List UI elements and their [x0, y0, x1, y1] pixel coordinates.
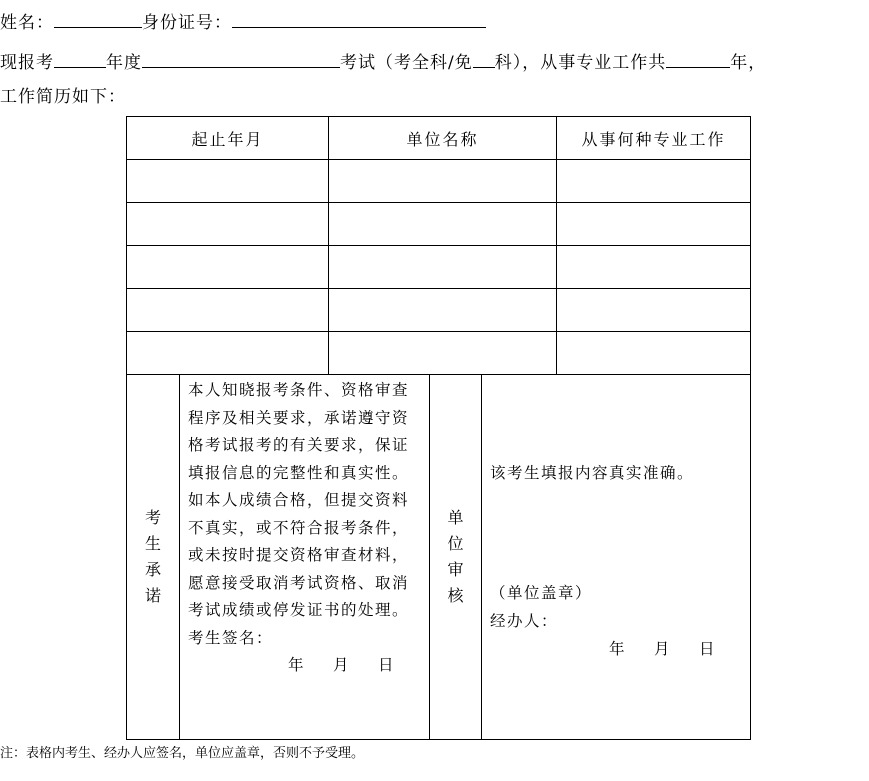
work-type-cell[interactable] — [557, 246, 751, 289]
column-header-work-type: 从事何种专业工作 — [557, 117, 751, 160]
period-cell[interactable] — [127, 160, 329, 203]
promise-text: 本人知晓报考条件、资格审查程序及相关要求，承诺遵守资格考试报考的有关要求，保证填报信息的完整性和真实性。如本人成绩合格，但提交资料不真实，或不符合报考条件，或未按时提交资格审查材料，愿意接受取消考试资格、取消考试成绩或停发证书的处理。 — [188, 381, 410, 619]
table-row — [127, 289, 751, 332]
date-day-label: 日 — [698, 640, 716, 658]
period-cell[interactable] — [127, 289, 329, 332]
unit-review-label: 单位审核 — [447, 508, 464, 605]
unit-review-cell — [482, 375, 751, 740]
exam-prefix-label: 现报考 — [0, 53, 54, 73]
employer-cell[interactable] — [329, 246, 557, 289]
candidate-promise-label-cell — [127, 375, 180, 740]
footnote: 注：表格内考生、经办人应签名，单位应盖章，否则不予受理。 — [0, 746, 365, 761]
id-label: 身份证号： — [142, 13, 232, 33]
review-statement: 该考生填报内容真实准确。 — [490, 464, 695, 482]
work-years-field[interactable] — [666, 49, 730, 68]
candidate-sign-date — [188, 652, 421, 680]
work-history-table — [126, 116, 751, 375]
resume-intro: 工作简历如下： — [0, 87, 126, 107]
id-number-field[interactable] — [232, 9, 486, 28]
employer-cell[interactable] — [329, 160, 557, 203]
name-field[interactable] — [54, 9, 142, 28]
table-header-row — [127, 117, 751, 160]
table-row — [127, 203, 751, 246]
subject-label: 科），从事专业工作共 — [494, 53, 667, 73]
work-type-cell[interactable] — [557, 332, 751, 375]
exam-year-label: 年度 — [106, 53, 142, 73]
name-label: 姓名： — [0, 13, 54, 33]
date-day-label: 日 — [377, 656, 395, 674]
table-row — [127, 246, 751, 289]
work-type-cell[interactable] — [557, 203, 751, 246]
table-row — [127, 160, 751, 203]
candidate-signature-label[interactable]: 考生签名： — [188, 628, 274, 647]
exam-year-field[interactable] — [54, 49, 106, 68]
name-id-line — [0, 8, 486, 33]
exam-info-line — [0, 48, 766, 73]
handler-label[interactable]: 经办人： — [490, 612, 559, 630]
years-label: 年， — [730, 53, 767, 73]
employer-cell[interactable] — [329, 289, 557, 332]
period-cell[interactable] — [127, 246, 329, 289]
employer-cell[interactable] — [329, 203, 557, 246]
period-cell[interactable] — [127, 203, 329, 246]
work-type-cell[interactable] — [557, 289, 751, 332]
table-row — [127, 332, 751, 375]
employer-cell[interactable] — [329, 332, 557, 375]
exam-name-field[interactable] — [142, 49, 340, 68]
unit-review-label-cell — [430, 375, 482, 740]
date-year-label: 年 — [287, 656, 305, 674]
date-month-label: 月 — [653, 640, 671, 658]
column-header-period: 起止年月 — [127, 117, 329, 160]
period-cell[interactable] — [127, 332, 329, 375]
exempt-subject-field[interactable] — [473, 49, 495, 68]
candidate-promise-label: 考生承诺 — [144, 508, 161, 605]
exam-type-label: 考试（考全科/免 — [340, 53, 473, 73]
unit-review-date — [490, 637, 750, 659]
promise-review-table — [126, 374, 751, 740]
unit-seal-label[interactable]: （单位盖章） — [490, 584, 593, 602]
date-month-label: 月 — [332, 656, 350, 674]
column-header-employer: 单位名称 — [329, 117, 557, 160]
candidate-promise-cell — [180, 375, 430, 740]
work-type-cell[interactable] — [557, 160, 751, 203]
date-year-label: 年 — [608, 640, 626, 658]
